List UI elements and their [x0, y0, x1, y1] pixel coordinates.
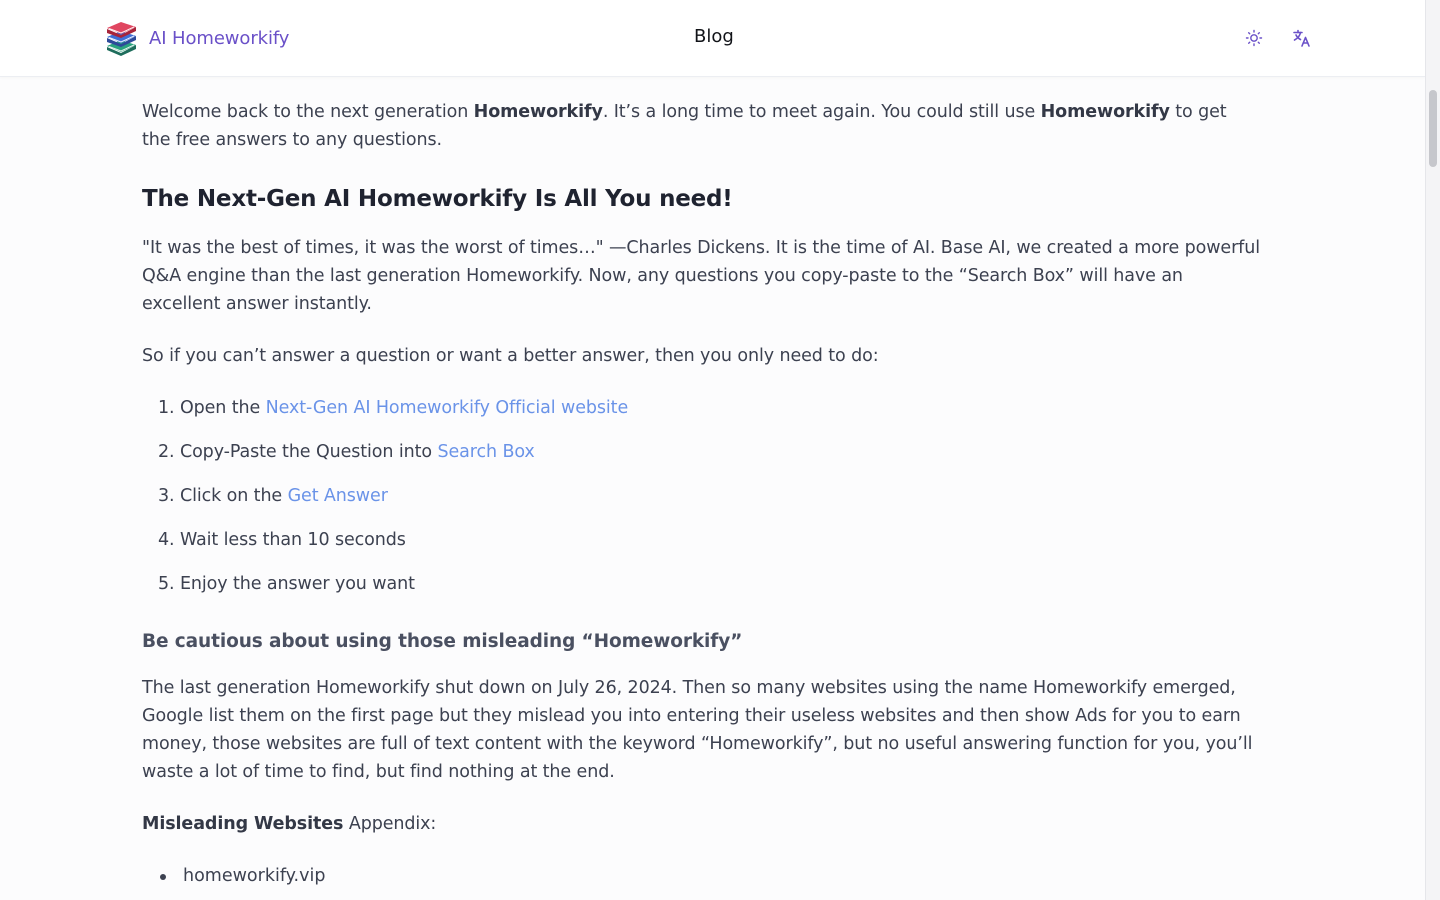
instructions-intro: So if you can’t answer a question or want a better answer, then you only need to do: — [142, 346, 879, 366]
brand-name: AI Homeworkify — [149, 27, 290, 49]
step-text: 3. Click on the — [158, 486, 288, 506]
intro-bold-1: Homeworkify — [473, 102, 603, 122]
shutdown-paragraph: The last generation Homeworkify shut down on July 26, 2024. Then so many websites using the name Homeworkify emerged, Google list them on the first page but they mislead you into entering their useless websites and then show Ads for you to earn money, those websites are full of text content with the keyword “Homeworkify”, but no useful answering function for you, you’ll waste a lot of time to find, but find nothing at the end. — [142, 678, 1253, 782]
vertical-scrollbar[interactable] — [1425, 0, 1440, 900]
list-item — [158, 438, 628, 482]
intro-text-1: Welcome back to the next generation — [142, 102, 474, 122]
quote-paragraph: "It was the best of times, it was the worst of times…" —Charles Dickens. It is the time of AI. Base AI, we created a more powerful Q&A engine than the last generation Homeworkify. Now, any questions you copy-paste to the “Search Box” will have an excellent answer instantly. — [142, 238, 1260, 314]
intro-text-3: to get the free answers to any questions. — [142, 102, 1227, 150]
list-item — [158, 570, 628, 614]
caution-heading: Be cautious about using those misleading “Homeworkify” — [142, 631, 743, 652]
intro-paragraph — [142, 98, 1252, 154]
translate-icon — [1292, 28, 1312, 48]
list-item — [158, 394, 628, 438]
list-item — [160, 862, 325, 890]
list-item — [158, 482, 628, 526]
intro-text-2: . It’s a long time to meet again. You could still use — [602, 102, 1041, 122]
step-text: 5. Enjoy the answer you want — [158, 574, 415, 594]
language-button[interactable] — [1290, 26, 1314, 50]
misleading-sites-list — [160, 862, 325, 890]
appendix-label — [142, 810, 436, 838]
official-website-link[interactable]: Next-Gen AI Homeworkify Official website — [265, 398, 629, 418]
top-navbar — [0, 0, 1425, 77]
appendix-bold: Misleading Websites — [142, 814, 344, 834]
nav-blog-link[interactable]: Blog — [694, 26, 734, 47]
step-text: 2. Copy-Paste the Question into — [158, 442, 438, 462]
list-item — [158, 526, 628, 570]
appendix-rest: Appendix: — [343, 814, 437, 834]
scrollbar-thumb[interactable] — [1429, 90, 1437, 167]
bullet-dot — [160, 874, 166, 880]
step-text: 4. Wait less than 10 seconds — [158, 530, 406, 550]
brand-home-link[interactable] — [103, 20, 289, 56]
site-name: homeworkify.vip — [183, 866, 326, 886]
get-answer-link[interactable]: Get Answer — [287, 486, 388, 506]
sun-icon — [1245, 29, 1263, 47]
article-heading: The Next-Gen AI Homeworkify Is All You need! — [142, 186, 733, 212]
theme-toggle-button[interactable] — [1242, 26, 1266, 50]
step-text: 1. Open the — [158, 398, 266, 418]
search-box-link[interactable]: Search Box — [437, 442, 535, 462]
books-logo-icon — [103, 20, 139, 56]
steps-list — [158, 394, 628, 614]
intro-bold-2: Homeworkify — [1040, 102, 1170, 122]
